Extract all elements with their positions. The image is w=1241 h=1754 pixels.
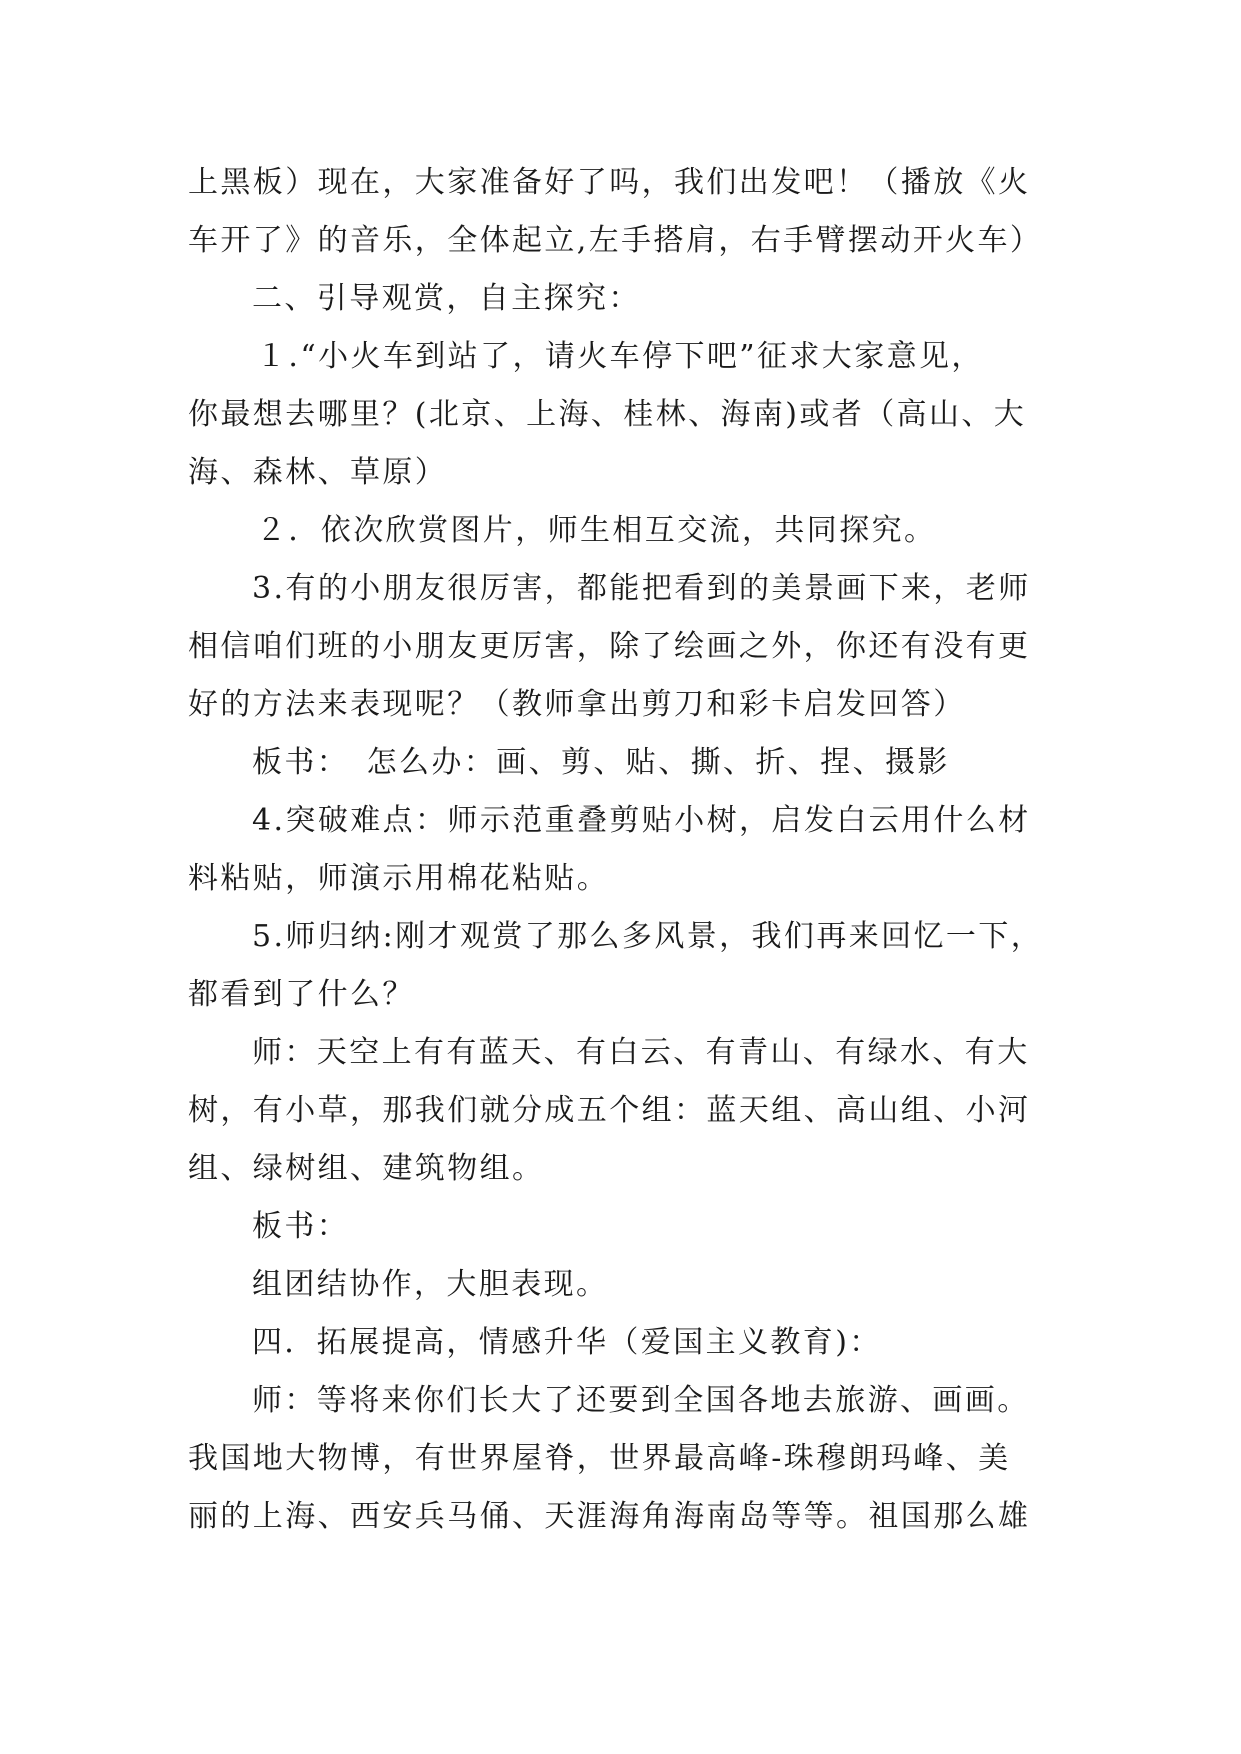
text-line: 5.师归纳:刚才观赏了那么多风景，我们再来回忆一下， xyxy=(252,919,1044,954)
text-line: 海、森林、草原） xyxy=(188,455,448,490)
text-line: ２．依次欣赏图片，师生相互交流，共同探究。 xyxy=(256,513,937,548)
text-line: 师：天空上有有蓝天、有白云、有青山、有绿水、有大 xyxy=(252,1035,1030,1070)
section-heading-extension: 四．拓展提高，情感升华（爱国主义教育)： xyxy=(252,1325,882,1360)
text-line: 我国地大物博，有世界屋脊，世界最高峰-珠穆朗玛峰、美 xyxy=(188,1441,1011,1476)
section-heading-guided-viewing: 二、引导观赏，自主探究： xyxy=(252,281,641,316)
text-line: 组、绿树组、建筑物组。 xyxy=(188,1151,545,1186)
text-line: 树，有小草，那我们就分成五个组：蓝天组、高山组、小河 xyxy=(188,1093,1031,1128)
text-line: 料粘贴，师演示用棉花粘贴。 xyxy=(188,861,610,896)
board-writing-label: 板书： xyxy=(252,1209,350,1244)
text-line: 车开了》的音乐，全体起立,左手搭肩，右手臂摆动开火车） xyxy=(188,223,1043,258)
text-line: 好的方法来表现呢？（教师拿出剪刀和彩卡启发回答） xyxy=(188,687,966,722)
text-line: 丽的上海、西安兵马俑、天涯海角海南岛等等。祖国那么雄 xyxy=(188,1499,1031,1534)
text-line: 上黑板）现在，大家准备好了吗，我们出发吧！（播放《火 xyxy=(188,165,1031,200)
text-line: 师：等将来你们长大了还要到全国各地去旅游、画画。 xyxy=(252,1383,1030,1418)
text-line: １.“小火车到站了，请火车停下吧”征求大家意见， xyxy=(256,339,984,374)
text-line: 都看到了什么？ xyxy=(188,977,415,1012)
board-writing-line: 板书： 怎么办：画、剪、贴、撕、折、捏、摄影 xyxy=(252,745,950,780)
document-body xyxy=(188,154,1068,1546)
text-line: 3.有的小朋友很厉害，都能把看到的美景画下来，老师 xyxy=(252,571,1031,606)
text-line: 你最想去哪里？(北京、上海、桂林、海南)或者（高山、大 xyxy=(188,397,1027,432)
text-line: 相信咱们班的小朋友更厉害，除了绘画之外，你还有没有更 xyxy=(188,629,1031,664)
text-line: 4.突破难点：师示范重叠剪贴小树，启发白云用什么材 xyxy=(252,803,1031,838)
text-line: 组团结协作，大胆表现。 xyxy=(252,1267,609,1302)
